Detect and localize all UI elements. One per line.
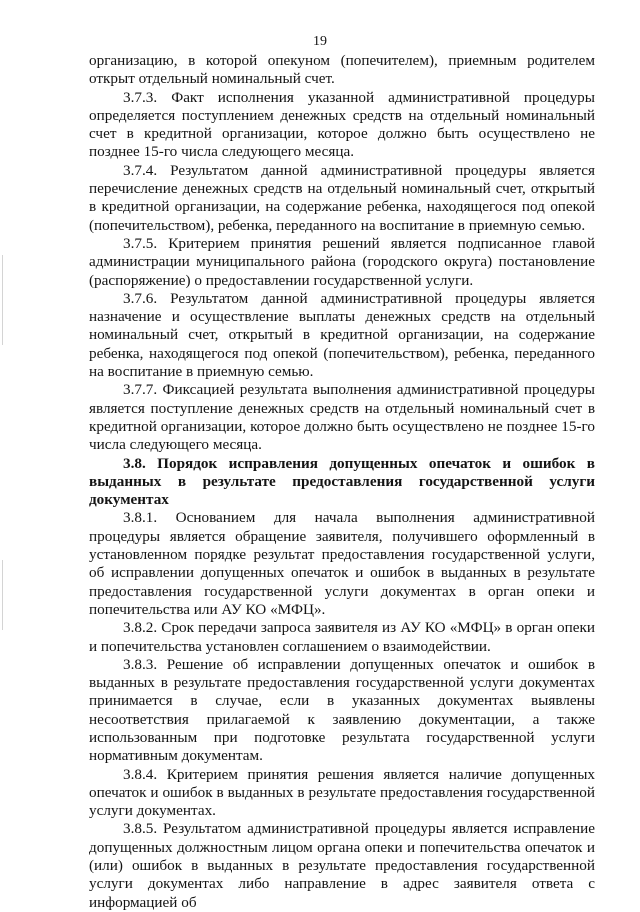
paragraph-3-8-1: 3.8.1. Основанием для начала выполнения административной процедуры является обращение заявителя, получившего оформленный в установленном порядке результат предоставления государственной услуги, об исправлении допущенных опечаток и ошибок в выданных в результате предоставления государственной услуги документах в орган опеки и попечительства или АУ КО «МФЦ». [89, 509, 595, 618]
paragraph-3-8-4: 3.8.4. Критерием принятия решения является наличие допущенных опечаток и ошибок в выданных в результате предоставления государственной услуги документах. [89, 765, 595, 820]
paragraph-continuation: организацию, в которой опекуном (попечителем), приемным родителем открыт отдельный номинальный счет. [89, 52, 595, 88]
paragraph-3-8-2: 3.8.2. Срок передачи запроса заявителя из АУ КО «МФЦ» в орган опеки и попечительства установлен соглашением о взаимодействии. [89, 619, 595, 655]
scan-edge-mark [2, 255, 3, 345]
paragraph-3-8-5: 3.8.5. Результатом административной процедуры является исправление допущенных должностным лицом органа опеки и попечительства опечаток и (или) ошибок в выданных в результате предоставления государственной услуги документах либо направление в адрес заявителя ответа с информацией об [89, 820, 595, 911]
section-heading-3-8: 3.8. Порядок исправления допущенных опечаток и ошибок в выданных в результате предоставления государственной услуги документах [89, 454, 595, 509]
paragraph-3-7-3: 3.7.3. Факт исполнения указанной административной процедуры определяется поступлением денежных средств на отдельный номинальный счет в кредитной организации, которое должно быть осуществлено не позднее 15-го числа следующего месяца. [89, 88, 595, 161]
paragraph-3-7-4: 3.7.4. Результатом данной административной процедуры является перечисление денежных средств на отдельный номинальный счет, открытый в кредитной организации, на содержание ребенка, находящегося под опекой (попечительством), ребенка, переданного на воспитание в приемную семью. [89, 161, 595, 234]
document-body [89, 52, 595, 912]
paragraph-3-7-6: 3.7.6. Результатом данной административной процедуры является назначение и осуществление выплаты денежных средств на отдельный номинальный счет, открытый в кредитной организации, на содержание ребенка, находящегося под опекой (попечительством), ребенка, переданного на воспитание в приемную семью. [89, 289, 595, 381]
paragraph-3-7-7: 3.7.7. Фиксацией результата выполнения административной процедуры является поступление денежных средств на отдельный номинальный счет в кредитной организации, которое должно быть осуществлено не позднее 15-го числа следующего месяца. [89, 381, 595, 454]
scan-edge-mark [2, 560, 3, 630]
paragraph-3-7-5: 3.7.5. Критерием принятия решений является подписанное главой администрации муниципального района (городского округа) постановление (распоряжение) о предоставлении государственной услуги. [89, 234, 595, 289]
paragraph-3-8-3: 3.8.3. Решение об исправлении допущенных опечаток и ошибок в выданных в результате предоставления государственной услуги документах принимается в случае, если в указанных документах выявлены несоответствия прилагаемой к заявлению документации, а также использованным при подготовке результата государственной услуги нормативным документам. [89, 655, 595, 765]
page-number: 19 [313, 34, 327, 49]
